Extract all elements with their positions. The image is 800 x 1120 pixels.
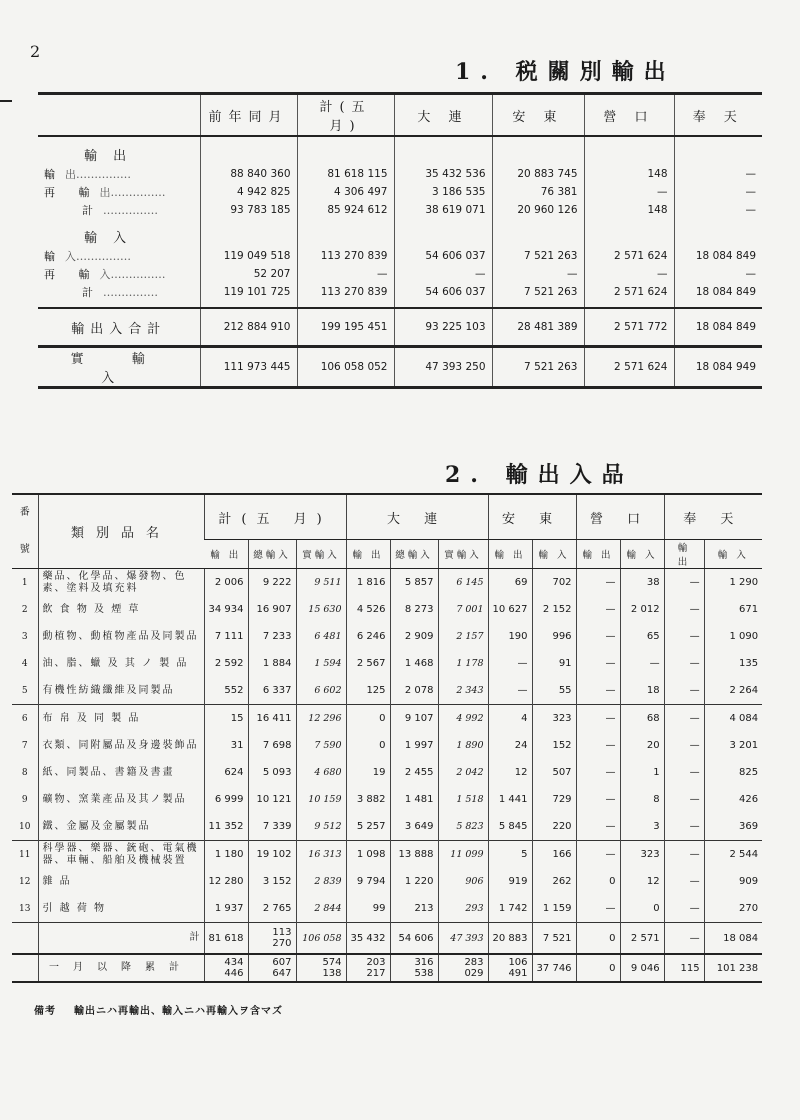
cell-value: 3 882 (346, 786, 390, 813)
cell-value: 31 (204, 732, 248, 759)
net-import-row: 實 輸 入 111 973 445 106 058 052 47 393 250 7 521 263 2 571 624 18 084 949 (38, 347, 762, 388)
cell-value: 6 481 (296, 623, 346, 650)
subcol-header: 輸 入 (620, 540, 664, 569)
table-row (12, 759, 762, 786)
cell-value: 13 888 (390, 841, 438, 869)
row-number: 6 (12, 705, 38, 733)
export-group-header: 輸 出 (38, 143, 762, 165)
row-number: 2 (21, 604, 28, 615)
table-row (12, 786, 762, 813)
row-number: 7 (21, 740, 28, 751)
cell-value: 9 512 (296, 813, 346, 841)
cell-value: — (576, 732, 620, 759)
cell-value: — (576, 569, 620, 597)
cell-value: 4 (488, 705, 532, 733)
cell-value: 4 992 (438, 705, 488, 733)
import-group-header: 輸 入 (38, 225, 762, 247)
cell-value: — (576, 623, 620, 650)
cell-value: — (488, 677, 532, 705)
category-name: 紙、同製品、書籍及書畫 (38, 759, 204, 786)
region-header: 奉 天 (664, 494, 762, 540)
row-number: 3 (21, 631, 28, 642)
row-number: 1 (21, 577, 28, 588)
col-header: 大 連 (394, 94, 492, 137)
cell-value: 323 (620, 841, 664, 869)
cell-value: 4 084 (704, 705, 762, 733)
category-name: 藥品、化學品、爆發物、色素、塗料及填充料 (38, 569, 204, 597)
table-row (12, 732, 762, 759)
cell-value: 1 742 (488, 895, 532, 923)
category-name: 有機性紡織纖維及同製品 (38, 677, 204, 705)
cell-value: 69 (488, 569, 532, 597)
cell-value: 293 (438, 895, 488, 923)
cell-value: 1 441 (488, 786, 532, 813)
cell-value: 19 (346, 759, 390, 786)
cell-value: — (664, 596, 704, 623)
cell-value: 213 (390, 895, 438, 923)
cell-value: 7 698 (248, 732, 296, 759)
category-name: 飲 食 物 及 煙 草 (38, 596, 204, 623)
cell-value: 270 (704, 895, 762, 923)
cell-value: 2 455 (390, 759, 438, 786)
cell-value: 1 220 (390, 868, 438, 895)
section1-title: 1. 税關別輸出 (455, 59, 676, 85)
cell-value: — (576, 786, 620, 813)
table-row (12, 813, 762, 841)
subcol-header: 輸 出 (488, 540, 532, 569)
cell-value: 11 099 (438, 841, 488, 869)
cell-value: — (576, 841, 620, 869)
cell-value: 9 222 (248, 569, 296, 597)
cell-value: 11 352 (204, 813, 248, 841)
row-number: 5 (21, 685, 28, 696)
cell-value: 5 857 (390, 569, 438, 597)
cell-value: 3 (620, 813, 664, 841)
footnote-text: 輸出ニハ再輸出、輸入ニハ再輸入ヲ含マズ (74, 1006, 283, 1017)
table-row: 輸出…………… 88 840 360 81 618 115 35 432 536 20 883 745 148 — (38, 165, 762, 183)
cell-value: 729 (532, 786, 576, 813)
cell-value: 5 (488, 841, 532, 869)
cell-value: 9 511 (296, 569, 346, 597)
cell-value: 8 273 (390, 596, 438, 623)
cell-value: 3 201 (704, 732, 762, 759)
subcol-header: 輸 出 (346, 540, 390, 569)
cell-value: 1 816 (346, 569, 390, 597)
margin-mark (0, 100, 12, 102)
cell-value: — (664, 705, 704, 733)
commodity-table (12, 493, 762, 983)
cell-value: 1 997 (390, 732, 438, 759)
col-header: 計(五 月) (297, 94, 394, 137)
cell-value: 702 (532, 569, 576, 597)
table-row (12, 677, 762, 705)
table-row: 計…………… 93 783 185 85 924 612 38 619 071 20 960 126 148 — (38, 201, 762, 219)
cell-value: — (576, 895, 620, 923)
table-row (12, 868, 762, 895)
table-row (12, 596, 762, 623)
cell-value: 2 078 (390, 677, 438, 705)
cell-value: — (576, 677, 620, 705)
cell-value: 2 909 (390, 623, 438, 650)
cell-value: — (664, 895, 704, 923)
row-number: 13 (19, 903, 31, 914)
cell-value: 825 (704, 759, 762, 786)
cell-value: — (576, 759, 620, 786)
table-row (12, 895, 762, 923)
cell-value: 7 233 (248, 623, 296, 650)
region-header: 營 口 (576, 494, 664, 540)
cell-value: 12 (620, 868, 664, 895)
cell-value: 6 999 (204, 786, 248, 813)
cell-value: 5 257 (346, 813, 390, 841)
cell-value: 16 313 (296, 841, 346, 869)
cell-value: 1 180 (204, 841, 248, 869)
col-header: 營 口 (584, 94, 674, 137)
cell-value: 7 111 (204, 623, 248, 650)
cell-value: — (664, 650, 704, 677)
cell-value: — (664, 786, 704, 813)
subcol-header: 總輸入 (390, 540, 438, 569)
cell-value: 2 844 (296, 895, 346, 923)
cell-value: — (576, 650, 620, 677)
col-header: 前年同月 (200, 94, 297, 137)
subcol-header: 輸 出 (664, 540, 704, 569)
customs-export-table (38, 92, 762, 389)
cell-value: 0 (576, 868, 620, 895)
category-name: 雜 品 (38, 868, 204, 895)
table-row: 輸入…………… 119 049 518 113 270 839 54 606 037 7 521 263 2 571 624 18 084 849 (38, 247, 762, 265)
table-row: 再 輸出…………… 4 942 825 4 306 497 3 186 535 76 381 — — (38, 183, 762, 201)
table-row (12, 650, 762, 677)
total-row: 計 81 618 113 270 106 058 35 432 54 606 47 393 20 883 7 521 0 2 571 — 18 084 (12, 923, 762, 955)
cell-value: 1 098 (346, 841, 390, 869)
cell-value: 18 (620, 677, 664, 705)
cell-value: 1 594 (296, 650, 346, 677)
cell-value: 55 (532, 677, 576, 705)
cell-value: 1 159 (532, 895, 576, 923)
cell-value: 1 468 (390, 650, 438, 677)
cell-value: 24 (488, 732, 532, 759)
cell-value: 426 (704, 786, 762, 813)
category-name: 科學器、樂器、銃砲、電氣機器、車輛、船舶及機械裝置 (38, 841, 204, 869)
page-number: 2 (30, 42, 41, 61)
category-name: 動植物、動植物產品及同製品 (38, 623, 204, 650)
cell-value: 19 102 (248, 841, 296, 869)
cell-value: 1 890 (438, 732, 488, 759)
cell-value: 0 (620, 895, 664, 923)
cell-value: 1 290 (704, 569, 762, 597)
cell-value: 906 (438, 868, 488, 895)
cell-value: — (576, 813, 620, 841)
cell-value: 166 (532, 841, 576, 869)
row-number: 12 (19, 876, 31, 887)
cell-value: 2 544 (704, 841, 762, 869)
cell-value: 1 481 (390, 786, 438, 813)
subcol-header: 輸 入 (704, 540, 762, 569)
cell-value: 1 518 (438, 786, 488, 813)
footnote-tag: 備考 (34, 1006, 56, 1017)
cell-value: 91 (532, 650, 576, 677)
cell-value: 15 630 (296, 596, 346, 623)
row-number: 8 (21, 767, 28, 778)
cell-value: — (664, 759, 704, 786)
cell-value: 34 934 (204, 596, 248, 623)
cell-value: 5 823 (438, 813, 488, 841)
cell-value: 262 (532, 868, 576, 895)
cell-value: 152 (532, 732, 576, 759)
cell-value: 1 884 (248, 650, 296, 677)
cell-value: — (664, 868, 704, 895)
cell-value: 2 042 (438, 759, 488, 786)
cell-value: — (664, 732, 704, 759)
cell-value: 68 (620, 705, 664, 733)
commodity-rows (12, 569, 762, 923)
cell-value: 6 145 (438, 569, 488, 597)
region-header: 大 連 (346, 494, 488, 540)
cell-value: 2 839 (296, 868, 346, 895)
row-number: 9 (21, 794, 28, 805)
cell-value: 7 339 (248, 813, 296, 841)
cell-value: 8 (620, 786, 664, 813)
cell-value: — (488, 650, 532, 677)
cell-value: 135 (704, 650, 762, 677)
cell-value: — (620, 650, 664, 677)
cell-value: 6 337 (248, 677, 296, 705)
table-row (12, 841, 762, 869)
cell-value: 16 411 (248, 705, 296, 733)
cell-value: 2 157 (438, 623, 488, 650)
cell-value: 3 649 (390, 813, 438, 841)
cell-value: 7 001 (438, 596, 488, 623)
cell-value: 220 (532, 813, 576, 841)
row-number: 4 (21, 658, 28, 669)
cell-value: 10 159 (296, 786, 346, 813)
category-name: 油、脂、蠟 及 其 ノ 製 品 (38, 650, 204, 677)
category-name: 衣類、同附屬品及身邊裝飾品 (38, 732, 204, 759)
cell-value: 38 (620, 569, 664, 597)
cell-value: 1 (620, 759, 664, 786)
category-name: 布 帛 及 同 製 品 (38, 705, 204, 733)
cell-value: 2 264 (704, 677, 762, 705)
cell-value: 1 937 (204, 895, 248, 923)
cell-value: 2 765 (248, 895, 296, 923)
table-row: 再 輸入…………… 52 207 — — — — — (38, 265, 762, 283)
subcol-header: 輸 出 (204, 540, 248, 569)
table-row (12, 569, 762, 597)
cell-value: 2 012 (620, 596, 664, 623)
cell-value: 6 602 (296, 677, 346, 705)
cell-value: 9 107 (390, 705, 438, 733)
subcol-header: 實輸入 (296, 540, 346, 569)
cell-value: 3 152 (248, 868, 296, 895)
cell-value: — (664, 813, 704, 841)
footnote (34, 1002, 283, 1017)
table-row (12, 623, 762, 650)
cell-value: 2 006 (204, 569, 248, 597)
category-col-header: 類別品名 (38, 494, 204, 569)
cell-value: 2 152 (532, 596, 576, 623)
combined-total-row: 輸出入合計 212 884 910 199 195 451 93 225 103 28 481 389 2 571 772 18 084 849 (38, 308, 762, 347)
cell-value: 7 590 (296, 732, 346, 759)
cell-value: 624 (204, 759, 248, 786)
cell-value: — (576, 705, 620, 733)
subcol-header: 總輸入 (248, 540, 296, 569)
cell-value: 10 121 (248, 786, 296, 813)
table2-header-row (12, 494, 762, 540)
cell-value: — (664, 569, 704, 597)
col-header: 安 東 (492, 94, 584, 137)
cell-value: 12 280 (204, 868, 248, 895)
cell-value: 2 343 (438, 677, 488, 705)
cell-value: 507 (532, 759, 576, 786)
cell-value: 919 (488, 868, 532, 895)
cell-value: 1 178 (438, 650, 488, 677)
col-header: 奉 天 (674, 94, 762, 137)
subcol-header: 實輸入 (438, 540, 488, 569)
number-col-header: 番 號 (12, 494, 38, 569)
cell-value: 20 (620, 732, 664, 759)
cell-value: 16 907 (248, 596, 296, 623)
cell-value: 190 (488, 623, 532, 650)
cell-value: 0 (346, 705, 390, 733)
table1-header-row (38, 94, 762, 137)
cell-value: 12 296 (296, 705, 346, 733)
table-row: 計…………… 119 101 725 113 270 839 54 606 037 7 521 263 2 571 624 18 084 849 (38, 283, 762, 301)
cell-value: 15 (204, 705, 248, 733)
category-name: 引 越 荷 物 (38, 895, 204, 923)
cell-value: 6 246 (346, 623, 390, 650)
table-row (12, 705, 762, 733)
cell-value: 323 (532, 705, 576, 733)
cell-value: 552 (204, 677, 248, 705)
cell-value: — (576, 596, 620, 623)
row-number: 11 (12, 841, 38, 869)
region-header: 計(五 月) (204, 494, 346, 540)
cell-value: 369 (704, 813, 762, 841)
cell-value: 1 090 (704, 623, 762, 650)
cell-value: 671 (704, 596, 762, 623)
cell-value: 0 (346, 732, 390, 759)
cell-value: 2 567 (346, 650, 390, 677)
cell-value: 4 680 (296, 759, 346, 786)
cell-value: 2 592 (204, 650, 248, 677)
region-header: 安 東 (488, 494, 576, 540)
cell-value: 65 (620, 623, 664, 650)
cell-value: 909 (704, 868, 762, 895)
section2-title: 2. 輸出入品 (445, 462, 634, 488)
subcol-header: 輸 入 (532, 540, 576, 569)
cell-value: 125 (346, 677, 390, 705)
category-name: 鐵、金屬及金屬製品 (38, 813, 204, 841)
cell-value: 99 (346, 895, 390, 923)
cell-value: — (664, 841, 704, 869)
cell-value: 9 794 (346, 868, 390, 895)
cell-value: 996 (532, 623, 576, 650)
subcol-header: 輸 出 (576, 540, 620, 569)
category-name: 礦物、窯業產品及其ノ製品 (38, 786, 204, 813)
cell-value: — (664, 677, 704, 705)
cumulative-row: 一月以降累計 434 446 607 647 574 138 203 217 316 538 283 029 106 491 37 746 0 9 046 115 101 238 (12, 954, 762, 982)
row-number: 10 (19, 821, 31, 832)
cell-value: 5 845 (488, 813, 532, 841)
cell-value: 10 627 (488, 596, 532, 623)
cell-value: 12 (488, 759, 532, 786)
cell-value: 4 526 (346, 596, 390, 623)
cell-value: 5 093 (248, 759, 296, 786)
cell-value: — (664, 623, 704, 650)
